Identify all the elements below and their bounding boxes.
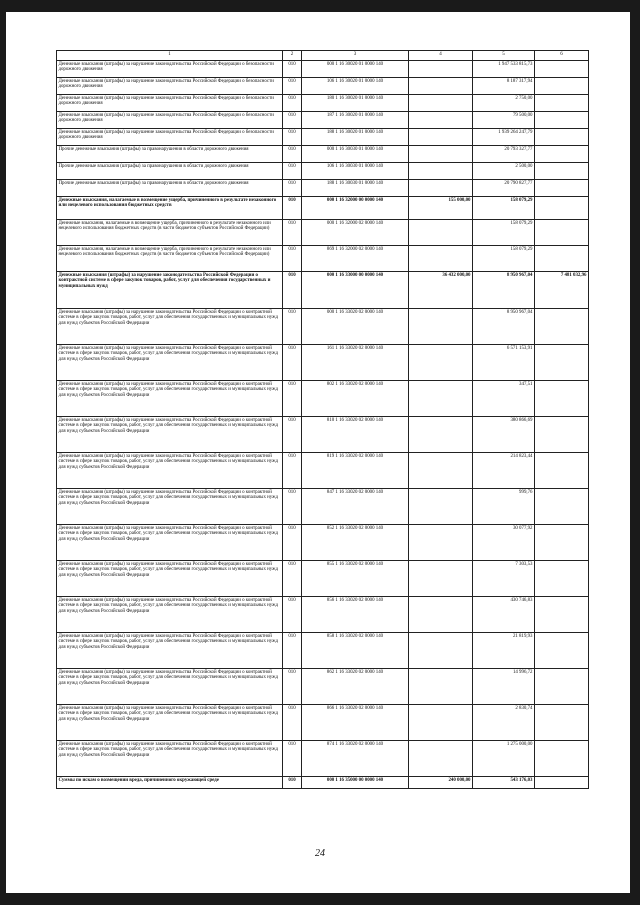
row-approved-cell xyxy=(409,220,473,246)
table-row xyxy=(57,272,589,309)
row-executed-cell: 2 750,00 xyxy=(473,95,535,112)
row-name-cell: Денежные взыскания (штрафы) за нарушение законодательства Российской Федерации о контрактной системе в сфере закупок товаров, работ, услуг для обеспечения государственных и муниципальных нужд для нужд субъектов Российской Федерации xyxy=(57,597,283,633)
row-name-cell: Прочие денежные взыскания (штрафы) за правонарушения в области дорожного движения xyxy=(57,163,283,180)
row-executed-cell: 2 830,74 xyxy=(473,705,535,741)
table-row xyxy=(57,489,589,525)
table-row xyxy=(57,129,589,146)
row-approved-cell: 36 432 000,00 xyxy=(409,272,473,309)
row-approved-cell xyxy=(409,61,473,78)
column-header-unexecuted: 6 xyxy=(535,51,589,61)
row-name-cell: Денежные взыскания (штрафы) за нарушение законодательства Российской Федерации о безопасности дорожного движения xyxy=(57,61,283,78)
row-approved-cell xyxy=(409,489,473,525)
row-approved-cell xyxy=(409,417,473,453)
scan-edge-right xyxy=(630,0,640,905)
row-approved-cell xyxy=(409,78,473,95)
row-executed-cell: 543 176,03 xyxy=(473,777,535,789)
row-executed-cell: 30 077,92 xyxy=(473,525,535,561)
scan-edge-top xyxy=(0,0,640,12)
row-budget-code-cell: 869 1 16 32000 02 0000 140 xyxy=(302,246,409,272)
row-budget-code-cell: 106 1 16 30020 01 0000 140 xyxy=(302,78,409,95)
row-approved-cell xyxy=(409,246,473,272)
row-unexecuted-cell xyxy=(535,197,589,220)
column-header-budget-code: 3 xyxy=(302,51,409,61)
row-approved-cell xyxy=(409,146,473,163)
budget-revenue-table xyxy=(56,50,589,789)
row-approved-cell xyxy=(409,597,473,633)
row-approved-cell xyxy=(409,309,473,345)
row-budget-code-cell: 862 1 16 33020 02 0000 140 xyxy=(302,669,409,705)
scan-edge-left xyxy=(0,0,6,905)
row-budget-code-cell: 858 1 16 33020 02 0000 140 xyxy=(302,633,409,669)
row-unexecuted-cell xyxy=(535,705,589,741)
row-unexecuted-cell: 7 481 032,96 xyxy=(535,272,589,309)
row-executed-cell: 999,76 xyxy=(473,489,535,525)
row-unexecuted-cell xyxy=(535,345,589,381)
row-executed-cell: 214 823,44 xyxy=(473,453,535,489)
row-approved-cell: 240 000,00 xyxy=(409,777,473,789)
row-line-code-cell: 010 xyxy=(283,417,302,453)
row-name-cell: Денежные взыскания (штрафы) за нарушение законодательства Российской Федерации о безопасности дорожного движения xyxy=(57,95,283,112)
row-executed-cell: 14 996,72 xyxy=(473,669,535,705)
row-executed-cell: 79 500,00 xyxy=(473,112,535,129)
row-executed-cell: 347,51 xyxy=(473,381,535,417)
table-row xyxy=(57,777,589,789)
row-unexecuted-cell xyxy=(535,489,589,525)
row-unexecuted-cell xyxy=(535,525,589,561)
row-line-code-cell: 010 xyxy=(283,220,302,246)
row-name-cell: Денежные взыскания, налагаемые в возмещение ущерба, причиненного в результате незаконного или нецелевого использования бюджетных средств (в части бюджетов субъектов Российской Федерации) xyxy=(57,220,283,246)
row-budget-code-cell: 000 1 16 32000 00 0000 140 xyxy=(302,197,409,220)
row-budget-code-cell: 810 1 16 33020 02 0000 140 xyxy=(302,417,409,453)
row-name-cell: Прочие денежные взыскания (штрафы) за правонарушения в области дорожного движения xyxy=(57,146,283,163)
row-line-code-cell: 010 xyxy=(283,561,302,597)
row-executed-cell: 20 790 827,77 xyxy=(473,180,535,197)
row-executed-cell: 21 819,93 xyxy=(473,633,535,669)
row-executed-cell: 8 950 967,04 xyxy=(473,309,535,345)
table-row xyxy=(57,741,589,777)
row-executed-cell: 158 079,29 xyxy=(473,220,535,246)
row-name-cell: Денежные взыскания (штрафы) за нарушение законодательства Российской Федерации о контрактной системе в сфере закупок товаров, работ, услуг для обеспечения государственных и муниципальных нужд для нужд субъектов Российской Федерации xyxy=(57,417,283,453)
row-name-cell: Денежные взыскания (штрафы) за нарушение законодательства Российской Федерации о контрактной системе в сфере закупок товаров, работ, услуг для обеспечения государственных и муниципальных нужд для нужд субъектов Российской Федерации xyxy=(57,741,283,777)
row-name-cell: Денежные взыскания (штрафы) за нарушение законодательства Российской Федерации о контрактной системе в сфере закупок товаров, работ, услуг для обеспечения государственных и муниципальных нужд для нужд субъектов Российской Федерации xyxy=(57,309,283,345)
table-row xyxy=(57,381,589,417)
row-name-cell: Суммы по искам о возмещении вреда, причиненного окружающей среде xyxy=(57,777,283,789)
row-executed-cell: 158 079,29 xyxy=(473,246,535,272)
row-name-cell: Денежные взыскания (штрафы) за нарушение законодательства Российской Федерации о контрактной системе в сфере закупок товаров, работ, услуг для обеспечения государственных и муниципальных нужд xyxy=(57,272,283,309)
row-unexecuted-cell xyxy=(535,669,589,705)
table-row xyxy=(57,633,589,669)
row-approved-cell xyxy=(409,112,473,129)
row-executed-cell: 20 793 327,77 xyxy=(473,146,535,163)
row-line-code-cell: 010 xyxy=(283,197,302,220)
row-unexecuted-cell xyxy=(535,78,589,95)
table-row xyxy=(57,597,589,633)
table-row xyxy=(57,61,589,78)
row-executed-cell: 1 939 264 247,79 xyxy=(473,129,535,146)
table-row xyxy=(57,163,589,180)
table-row xyxy=(57,78,589,95)
row-name-cell: Денежные взыскания (штрафы) за нарушение законодательства Российской Федерации о безопасности дорожного движения xyxy=(57,129,283,146)
page-number: 24 xyxy=(315,848,325,859)
row-unexecuted-cell xyxy=(535,777,589,789)
row-unexecuted-cell xyxy=(535,561,589,597)
table-row xyxy=(57,180,589,197)
row-executed-cell: 6 571 153,91 xyxy=(473,345,535,381)
row-budget-code-cell: 188 1 16 30020 01 0000 140 xyxy=(302,129,409,146)
row-executed-cell: 7 303,53 xyxy=(473,561,535,597)
row-approved-cell xyxy=(409,669,473,705)
table-row xyxy=(57,197,589,220)
row-executed-cell: 430 746,83 xyxy=(473,597,535,633)
row-unexecuted-cell xyxy=(535,246,589,272)
row-budget-code-cell: 000 1 16 33020 02 0000 140 xyxy=(302,309,409,345)
row-unexecuted-cell xyxy=(535,453,589,489)
row-budget-code-cell: 874 1 16 33020 02 0000 140 xyxy=(302,741,409,777)
row-approved-cell xyxy=(409,345,473,381)
table-body xyxy=(57,61,589,789)
row-unexecuted-cell xyxy=(535,633,589,669)
row-unexecuted-cell xyxy=(535,597,589,633)
row-unexecuted-cell xyxy=(535,61,589,78)
row-budget-code-cell: 000 1 16 30030 01 0000 140 xyxy=(302,146,409,163)
row-approved-cell xyxy=(409,453,473,489)
table-row xyxy=(57,220,589,246)
row-approved-cell xyxy=(409,129,473,146)
row-budget-code-cell: 802 1 16 33020 02 0000 140 xyxy=(302,381,409,417)
table-row xyxy=(57,705,589,741)
row-executed-cell: 158 079,29 xyxy=(473,197,535,220)
column-header-approved: 4 xyxy=(409,51,473,61)
row-approved-cell: 155 000,00 xyxy=(409,197,473,220)
row-line-code-cell: 010 xyxy=(283,163,302,180)
row-approved-cell xyxy=(409,180,473,197)
row-unexecuted-cell xyxy=(535,417,589,453)
row-budget-code-cell: 161 1 16 33020 02 0000 140 xyxy=(302,345,409,381)
table-row xyxy=(57,146,589,163)
row-line-code-cell: 010 xyxy=(283,777,302,789)
table-row xyxy=(57,309,589,345)
row-line-code-cell: 010 xyxy=(283,272,302,309)
table-row xyxy=(57,669,589,705)
table-row xyxy=(57,112,589,129)
row-unexecuted-cell xyxy=(535,112,589,129)
row-line-code-cell: 010 xyxy=(283,669,302,705)
row-approved-cell xyxy=(409,95,473,112)
row-line-code-cell: 010 xyxy=(283,345,302,381)
table-header xyxy=(57,51,589,61)
row-name-cell: Денежные взыскания (штрафы) за нарушение законодательства Российской Федерации о контрактной системе в сфере закупок товаров, работ, услуг для обеспечения государственных и муниципальных нужд для нужд субъектов Российской Федерации xyxy=(57,633,283,669)
row-unexecuted-cell xyxy=(535,146,589,163)
row-name-cell: Денежные взыскания (штрафы) за нарушение законодательства Российской Федерации о контрактной системе в сфере закупок товаров, работ, услуг для обеспечения государственных и муниципальных нужд для нужд субъектов Российской Федерации xyxy=(57,489,283,525)
column-header-name: 1 xyxy=(57,51,283,61)
row-budget-code-cell: 000 1 16 35000 00 0000 140 xyxy=(302,777,409,789)
row-line-code-cell: 010 xyxy=(283,633,302,669)
row-name-cell: Денежные взыскания (штрафы) за нарушение законодательства Российской Федерации о контрактной системе в сфере закупок товаров, работ, услуг для обеспечения государственных и муниципальных нужд для нужд субъектов Российской Федерации xyxy=(57,669,283,705)
table-row xyxy=(57,525,589,561)
table-row xyxy=(57,345,589,381)
row-unexecuted-cell xyxy=(535,129,589,146)
row-line-code-cell: 010 xyxy=(283,309,302,345)
row-budget-code-cell: 106 1 16 30030 01 0000 140 xyxy=(302,163,409,180)
table-row xyxy=(57,246,589,272)
row-name-cell: Денежные взыскания (штрафы) за нарушение законодательства Российской Федерации о контрактной системе в сфере закупок товаров, работ, услуг для обеспечения государственных и муниципальных нужд для нужд субъектов Российской Федерации xyxy=(57,525,283,561)
row-line-code-cell: 010 xyxy=(283,705,302,741)
row-budget-code-cell: 855 1 16 33020 02 0000 140 xyxy=(302,561,409,597)
row-name-cell: Денежные взыскания (штрафы) за нарушение законодательства Российской Федерации о контрактной системе в сфере закупок товаров, работ, услуг для обеспечения государственных и муниципальных нужд для нужд субъектов Российской Федерации xyxy=(57,705,283,741)
row-line-code-cell: 010 xyxy=(283,381,302,417)
row-line-code-cell: 010 xyxy=(283,61,302,78)
row-line-code-cell: 010 xyxy=(283,525,302,561)
header-row xyxy=(57,51,589,61)
row-name-cell: Денежные взыскания (штрафы) за нарушение законодательства Российской Федерации о контрактной системе в сфере закупок товаров, работ, услуг для обеспечения государственных и муниципальных нужд для нужд субъектов Российской Федерации xyxy=(57,345,283,381)
row-executed-cell: 1 947 533 815,73 xyxy=(473,61,535,78)
row-unexecuted-cell xyxy=(535,163,589,180)
table-row xyxy=(57,95,589,112)
row-executed-cell: 380 866,69 xyxy=(473,417,535,453)
row-line-code-cell: 010 xyxy=(283,246,302,272)
row-name-cell: Денежные взыскания (штрафы) за нарушение законодательства Российской Федерации о контрактной системе в сфере закупок товаров, работ, услуг для обеспечения государственных и муниципальных нужд для нужд субъектов Российской Федерации xyxy=(57,561,283,597)
row-approved-cell xyxy=(409,525,473,561)
row-executed-cell: 8 187 317,94 xyxy=(473,78,535,95)
row-approved-cell xyxy=(409,561,473,597)
row-approved-cell xyxy=(409,381,473,417)
row-line-code-cell: 010 xyxy=(283,180,302,197)
row-line-code-cell: 010 xyxy=(283,129,302,146)
table-row xyxy=(57,561,589,597)
row-unexecuted-cell xyxy=(535,95,589,112)
row-approved-cell xyxy=(409,705,473,741)
row-line-code-cell: 010 xyxy=(283,78,302,95)
row-name-cell: Прочие денежные взыскания (штрафы) за правонарушения в области дорожного движения xyxy=(57,180,283,197)
row-approved-cell xyxy=(409,633,473,669)
row-line-code-cell: 010 xyxy=(283,112,302,129)
row-budget-code-cell: 000 1 16 33000 00 0000 140 xyxy=(302,272,409,309)
column-header-executed: 5 xyxy=(473,51,535,61)
scan-edge-bottom xyxy=(0,893,640,905)
row-executed-cell: 8 950 967,04 xyxy=(473,272,535,309)
row-name-cell: Денежные взыскания (штрафы) за нарушение законодательства Российской Федерации о безопасности дорожного движения xyxy=(57,78,283,95)
table-row xyxy=(57,453,589,489)
row-executed-cell: 1 275 000,00 xyxy=(473,741,535,777)
row-budget-code-cell: 856 1 16 33020 02 0000 140 xyxy=(302,597,409,633)
row-unexecuted-cell xyxy=(535,741,589,777)
row-line-code-cell: 010 xyxy=(283,597,302,633)
row-name-cell: Денежные взыскания, налагаемые в возмещение ущерба, причиненного в результате незаконного или нецелевого использования бюджетных средств xyxy=(57,197,283,220)
row-budget-code-cell: 187 1 16 30020 01 0000 140 xyxy=(302,112,409,129)
row-line-code-cell: 010 xyxy=(283,146,302,163)
row-line-code-cell: 010 xyxy=(283,95,302,112)
row-line-code-cell: 010 xyxy=(283,489,302,525)
row-approved-cell xyxy=(409,163,473,180)
row-budget-code-cell: 180 1 16 30020 01 0000 140 xyxy=(302,95,409,112)
row-name-cell: Денежные взыскания, налагаемые в возмещение ущерба, причиненного в результате незаконного или нецелевого использования бюджетных средств (в части бюджетов субъектов Российской Федерации) xyxy=(57,246,283,272)
row-line-code-cell: 010 xyxy=(283,741,302,777)
row-unexecuted-cell xyxy=(535,381,589,417)
row-executed-cell: 2 500,00 xyxy=(473,163,535,180)
row-unexecuted-cell xyxy=(535,309,589,345)
row-budget-code-cell: 847 1 16 33020 02 0000 140 xyxy=(302,489,409,525)
row-line-code-cell: 010 xyxy=(283,453,302,489)
row-budget-code-cell: 852 1 16 33020 02 0000 140 xyxy=(302,525,409,561)
row-name-cell: Денежные взыскания (штрафы) за нарушение законодательства Российской Федерации о контрактной системе в сфере закупок товаров, работ, услуг для обеспечения государственных и муниципальных нужд для нужд субъектов Российской Федерации xyxy=(57,381,283,417)
row-budget-code-cell: 866 1 16 33020 02 0000 140 xyxy=(302,705,409,741)
column-header-line-code: 2 xyxy=(283,51,302,61)
row-name-cell: Денежные взыскания (штрафы) за нарушение законодательства Российской Федерации о контрактной системе в сфере закупок товаров, работ, услуг для обеспечения государственных и муниципальных нужд для нужд субъектов Российской Федерации xyxy=(57,453,283,489)
row-unexecuted-cell xyxy=(535,220,589,246)
row-budget-code-cell: 000 1 16 32000 02 0000 140 xyxy=(302,220,409,246)
row-unexecuted-cell xyxy=(535,180,589,197)
row-budget-code-cell: 188 1 16 30030 01 0000 140 xyxy=(302,180,409,197)
row-budget-code-cell: 819 1 16 33020 02 0000 140 xyxy=(302,453,409,489)
row-name-cell: Денежные взыскания (штрафы) за нарушение законодательства Российской Федерации о безопасности дорожного движения xyxy=(57,112,283,129)
row-approved-cell xyxy=(409,741,473,777)
table-row xyxy=(57,417,589,453)
row-budget-code-cell: 000 1 16 30020 01 0000 140 xyxy=(302,61,409,78)
